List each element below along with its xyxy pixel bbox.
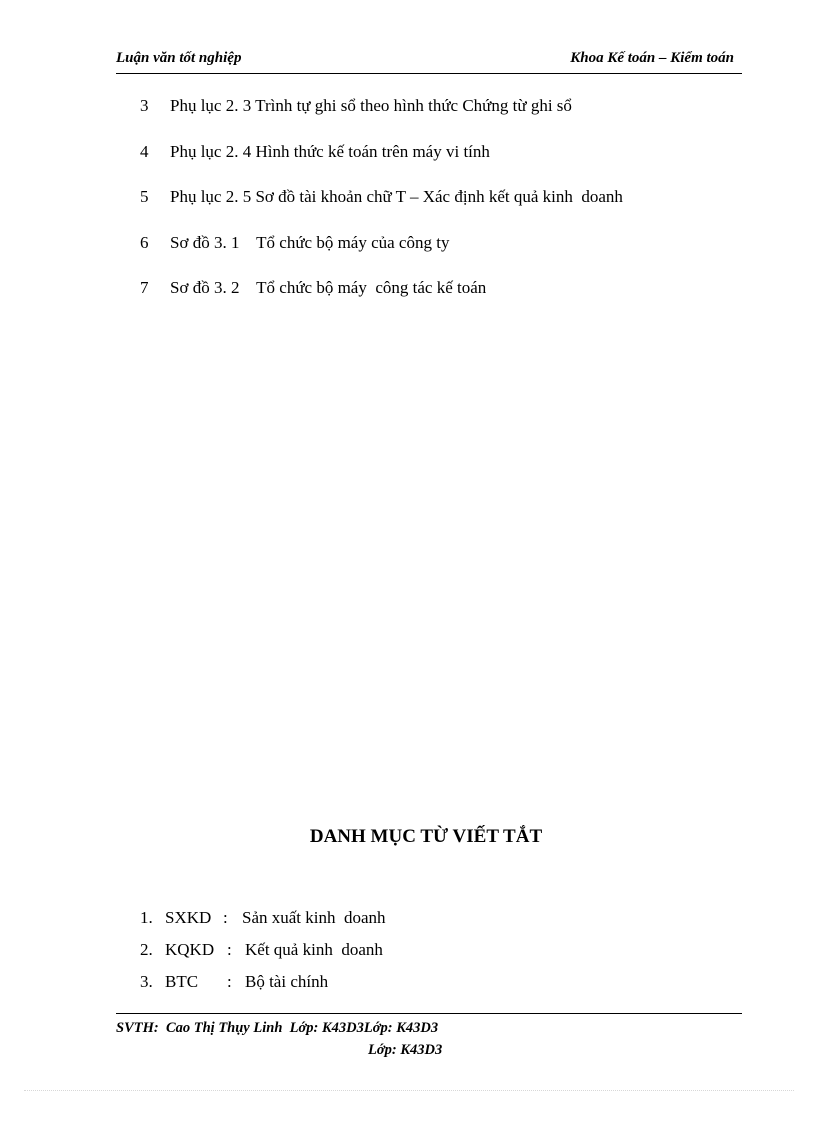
page-header [116,48,740,70]
page-footer [116,1017,442,1061]
abbreviation-definition: Bộ tài chính [245,972,329,991]
list-item-number: 4 [140,141,149,161]
header-divider [116,73,742,74]
abbreviation-number: 2. [140,940,153,959]
abbreviation-number: 1. [140,908,153,927]
list-item-number: 5 [140,187,149,206]
abbreviations-title: DANH MỤC TỪ VIẾT TẮT [309,826,543,847]
abbreviation-code: BTC [165,972,199,991]
abbreviation-definition: Kết quả kinh doanh [245,940,383,959]
list-item-text: Sơ đồ 3. 1 Tổ chức bộ máy của công ty [170,232,450,252]
header-thesis-label: Luận văn tốt nghiệp [116,50,242,66]
abbreviation-colon: : [227,940,232,959]
list-item-text: Phụ lục 2. 3 Trình tự ghi sổ theo hình thức Chứng từ ghi sổ [170,96,572,115]
list-item-text: Sơ đồ 3. 2 Tổ chức bộ máy công tác kế toán [170,278,487,297]
list-item-text: Phụ lục 2. 5 Sơ đồ tài khoản chữ T – Xác định kết quả kinh doanh [170,187,623,206]
list-item-text: Phụ lục 2. 4 Hình thức kế toán trên máy vi tính [170,141,490,161]
abbreviation-colon: : [227,972,232,991]
page-bottom-border [24,1090,794,1091]
footer-divider [116,1013,742,1014]
abbreviation-code: SXKD [165,908,212,927]
abbreviation-definition: Sản xuất kinh doanh [242,908,386,927]
list-item-number: 7 [140,278,149,297]
abbreviation-number: 3. [140,972,153,991]
footer-student-line: SVTH: Cao Thị Thụy Linh Lớp: K43D3Lớp: K43D3 [116,1020,439,1036]
abbreviation-code: KQKD [165,940,215,959]
abbreviation-colon: : [223,908,228,927]
footer-class-line: Lớp: K43D3 [368,1042,443,1058]
header-faculty-label: Khoa Kế toán – Kiểm toán [570,50,734,66]
list-item-number: 3 [140,96,149,115]
list-item-number: 6 [140,232,149,252]
